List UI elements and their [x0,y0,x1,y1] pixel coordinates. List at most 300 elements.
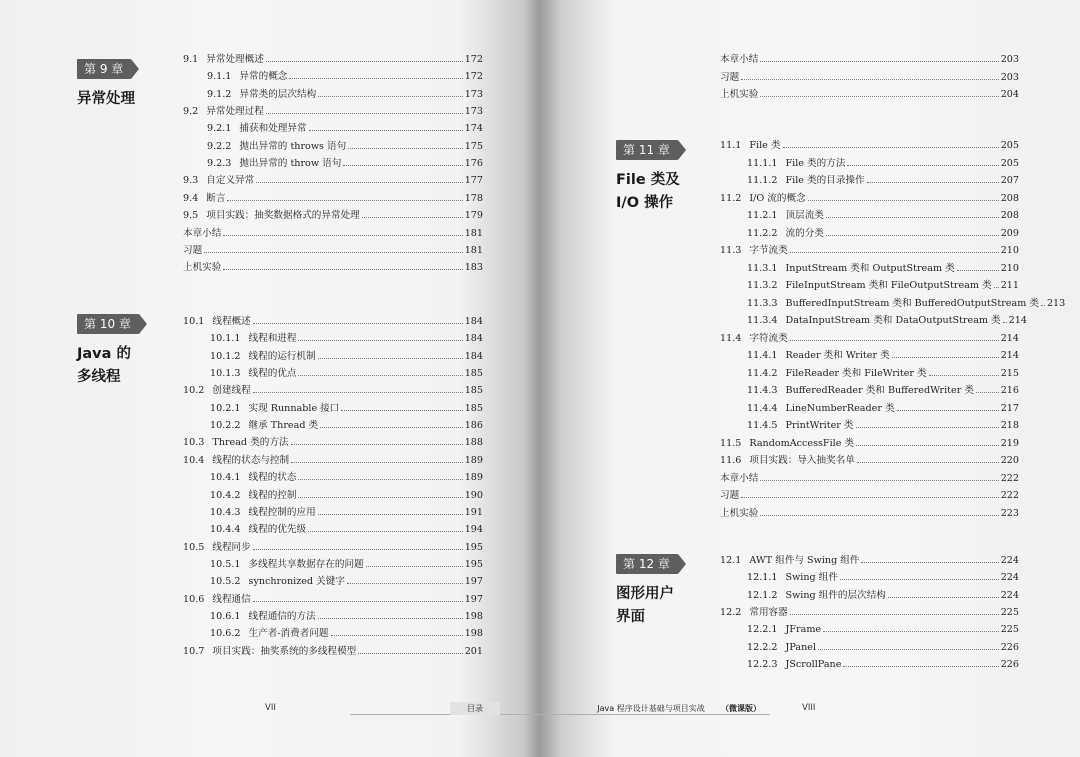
toc-entry [183,592,483,607]
dot-leader [331,626,463,636]
chapter-11-heading [616,139,680,215]
toc-entry [747,570,1019,585]
toc-entry-page: 203 [1000,71,1019,83]
toc-entry-title: Swing 组件 [785,572,838,584]
toc-entry [747,640,1019,655]
toc-entry-title: 线程的状态 [248,472,297,484]
toc-entry-page: 194 [464,524,483,536]
dot-leader [861,553,998,563]
toc-entry-page: 173 [464,106,483,118]
dot-leader [826,208,999,218]
dot-leader [366,557,463,567]
toc-entry-page: 195 [464,558,483,570]
footer-edition: （微课版） [721,704,761,713]
toc-entry [720,191,1019,206]
toc-entry-number: 10.6.2 [210,628,241,640]
toc-entry-number: 11.4.3 [747,385,778,396]
dot-leader [823,622,999,632]
toc-entry-number: 9.2.1 [207,123,232,135]
toc-entry-page: 220 [1000,455,1019,466]
toc-entry-page: 198 [464,628,483,640]
toc-entry-page: 207 [1000,175,1019,186]
toc-entry-title: AWT 组件与 Swing 组件 [749,555,860,566]
dot-leader [826,226,999,236]
dot-leader [976,383,999,393]
toc-entry-number: 9.1.1 [207,71,232,83]
toc-entry-title: 常用容器 [749,606,788,618]
toc-entry-title: Thread 类的方法 [212,437,289,449]
toc-entry [183,453,483,468]
footer-tab: 目录 [450,702,500,715]
toc-entry-page: 172 [464,54,483,65]
dot-leader [843,657,998,667]
dot-leader [266,104,463,114]
toc-entry-title: DataInputStream 类和 DataOutputStream 类 [785,315,1001,326]
toc-entry-title: 线程通信 [212,593,251,605]
dot-leader [256,173,462,183]
dot-leader [343,156,462,166]
toc-entry-page: 179 [464,210,483,222]
toc-entry-page: 175 [464,140,483,152]
chapter-badge: 第 9 章 [77,59,131,79]
toc-entry [720,436,1019,451]
chapter-10-heading [77,313,139,389]
toc-entry [210,574,483,589]
dot-leader [847,156,998,166]
toc-entry-page: 177 [464,175,483,187]
dot-leader [790,331,999,341]
toc-entry-page: 214 [1000,350,1019,361]
toc-entry-title: synchronized 关键字 [248,576,345,588]
toc-entry-number: 11.3 [720,245,742,256]
toc-entry-number: 9.1 [183,54,199,65]
dot-leader [867,173,999,183]
toc-entry-number: 10.4 [183,454,205,466]
toc-entry-title: 本章小结 [183,227,222,239]
toc-entry-page: 223 [1000,507,1019,519]
toc-entry [210,366,483,381]
toc-entry-page: 191 [464,506,483,518]
toc-entry [210,401,483,416]
toc-entry-number: 10.5.1 [210,558,241,570]
toc-entry-number: 9.2.3 [207,158,232,170]
toc-entry-number: 11.1 [720,140,742,151]
toc-entry-title: File 类 [749,140,781,151]
footer-rule [350,714,540,715]
dot-leader [994,278,999,288]
dot-leader [227,191,462,201]
toc-entry-page: 186 [464,420,483,432]
toc-entry-number: 11.3.2 [747,280,778,291]
dot-leader [741,70,999,80]
dot-leader [892,348,999,358]
dot-leader [760,471,998,481]
chapter-badge: 第 10 章 [77,314,139,334]
toc-entry-title: 习题 [720,490,740,501]
toc-entry-title: 项目实践：抽奖系统的多线程模型 [212,645,357,657]
footer-book-title: Java 程序设计基础与项目实战 [597,704,705,713]
toc-entry-title: 自定义异常 [206,175,255,187]
toc-entry [210,470,483,485]
toc-entry-number: 11.3.1 [747,262,778,274]
chapter-badge: 第 11 章 [616,140,678,160]
toc-entry-number: 10.1.2 [210,350,241,362]
toc-entry-page: 189 [464,454,483,466]
toc-entry-page: 226 [1000,658,1019,670]
toc-entry-page: 189 [464,472,483,484]
toc-entry-title: 异常的概念 [239,71,288,83]
dot-leader [362,208,463,218]
toc-entry-number: 12.2.2 [747,641,778,653]
toc-entry [210,505,483,520]
toc-entry-number: 10.4.2 [210,489,241,501]
toc-entry-title: 习题 [183,244,203,256]
toc-entry [720,488,1019,503]
toc-entry [747,401,1019,416]
toc-entry [720,243,1019,258]
toc-entry-title: BufferedInputStream 类和 BufferedOutputStream 类 [785,297,1039,309]
toc-entry-title: InputStream 类和 OutputStream 类 [785,262,955,274]
toc-entry [210,331,483,346]
toc-entry-number: 9.3 [183,175,199,187]
toc-entry-number: 11.4.4 [747,402,778,414]
toc-entry-page: 209 [1000,227,1019,239]
toc-entry-title: 本章小结 [720,54,759,65]
toc-entry-title: JPanel [785,641,817,653]
toc-entry-title: 断言 [206,192,226,204]
toc-entry [747,588,1019,603]
dot-leader [957,261,999,271]
toc-entry-number: 11.2.1 [747,210,778,221]
toc-entry-page: 197 [464,576,483,588]
toc-entry-title: 线程通信的方法 [248,610,316,622]
dot-leader [897,401,999,411]
dot-leader [347,574,463,584]
toc-entry-page: 211 [1000,280,1019,291]
dot-leader [1041,296,1045,306]
toc-entry-title: File 类的目录操作 [785,175,865,186]
toc-entry-page: 208 [1000,210,1019,221]
toc-entry [720,453,1019,468]
dot-leader [348,139,462,149]
toc-entry [210,488,483,503]
toc-entry [747,657,1019,672]
toc-entry [207,69,483,84]
dot-leader [318,609,463,619]
toc-entry-title: 流的分类 [785,227,824,239]
toc-entry-title: 线程控制的应用 [248,506,316,518]
toc-entry-title: 异常类的层次结构 [239,88,317,100]
toc-entry-number: 10.5 [183,541,205,553]
toc-entry-title: File 类的方法 [785,157,846,169]
toc-entry-page: 204 [1000,89,1019,101]
dot-leader [790,605,999,615]
toc-entry [747,261,1019,276]
chapter-badge: 第 12 章 [616,554,678,574]
dot-leader [760,52,998,62]
dot-leader [358,644,462,654]
toc-entry-title: LineNumberReader 类 [785,402,895,414]
toc-entry-number: 10.1.1 [210,333,241,345]
dot-leader [223,260,462,270]
toc-entry [207,87,483,102]
toc-entry [747,226,1019,241]
toc-entry-title: 异常处理过程 [206,106,264,118]
toc-entry [207,139,483,154]
toc-entry [720,605,1019,620]
toc-entry-number: 10.4.4 [210,524,241,536]
toc-entry-number: 10.6 [183,593,205,605]
chapter-title: 异常处理 [77,91,135,107]
dot-leader [298,470,462,480]
toc-entry [747,208,1019,223]
toc-entry-page: 174 [464,123,483,135]
toc-entry [720,138,1019,153]
dot-leader [888,588,999,598]
dot-leader [1003,313,1007,323]
dot-leader [291,453,463,463]
dot-leader [291,435,463,445]
toc-entry-number: 12.2 [720,606,742,618]
toc-entry-number: 11.4.1 [747,350,778,361]
toc-entry-page: 210 [1000,245,1019,256]
toc-entry-number: 9.4 [183,192,199,204]
dot-leader [840,570,999,580]
dot-leader [341,401,462,411]
toc-entry-title: 线程的状态与控制 [212,454,290,466]
toc-entry-title: 字节流类 [749,245,788,256]
page-number: VIII [802,703,816,713]
toc-entry-title: 上机实验 [183,262,222,274]
toc-entry-number: 12.1 [720,555,742,566]
toc-entry-page: 195 [464,541,483,553]
toc-entry-page: 185 [464,402,483,414]
toc-entry-title: 线程的控制 [248,489,297,501]
toc-entry [183,314,483,329]
toc-entry [207,156,483,171]
toc-entry-page: 216 [1000,385,1019,396]
toc-entry-number: 9.2 [183,106,199,118]
toc-entry-title: 线程和进程 [248,333,297,345]
dot-leader [929,366,999,376]
toc-entry [183,226,483,241]
toc-entry-page: 185 [464,368,483,380]
toc-entry-number: 11.4.2 [747,367,778,379]
dot-leader [856,418,999,428]
toc-entry-page: 219 [1000,437,1019,449]
toc-entry-title: 创建线程 [212,385,251,397]
toc-entry-number: 9.5 [183,210,199,222]
toc-entry-page: 217 [1000,402,1019,414]
toc-entry-number: 10.6.1 [210,610,241,622]
toc-entry-number: 10.5.2 [210,576,241,588]
toc-entry [207,121,483,136]
toc-entry [747,173,1019,188]
toc-entry-number: 11.5 [720,437,742,449]
toc-entry-title: 抛出异常的 throws 语句 [239,140,347,152]
toc-entry-page: 224 [1000,572,1019,584]
dot-leader [298,331,462,341]
toc-entry [183,540,483,555]
toc-entry [720,331,1019,346]
toc-entry-number: 10.1.3 [210,368,241,380]
toc-entry-title: 顶层流类 [785,210,824,221]
toc-entry-number: 11.4.5 [747,420,778,431]
toc-entry-page: 213 [1046,297,1066,309]
toc-entry-number: 10.2.1 [210,402,241,414]
toc-entry-title: 项目实践：抽奖数据格式的异常处理 [206,210,360,222]
toc-entry-number: 9.1.2 [207,88,232,100]
toc-entry-page: 178 [464,192,483,204]
toc-entry [747,622,1019,637]
toc-entry [720,471,1019,486]
toc-entry-page: 184 [464,350,483,362]
dot-leader [253,540,463,550]
dot-leader [253,383,463,393]
chapter-12-heading [616,553,678,629]
toc-entry-title: 上机实验 [720,507,759,519]
toc-entry-number: 9.2.2 [207,140,232,152]
dot-leader [309,121,463,131]
toc-entry [747,156,1019,171]
toc-entry-page: 197 [464,593,483,605]
page-number: VII [265,703,276,713]
toc-entry-page: 224 [1000,555,1019,566]
toc-entry-page: 203 [1000,54,1019,65]
toc-entry-title: BufferedReader 类和 BufferedWriter 类 [785,385,974,396]
dot-leader [266,52,463,62]
dot-leader [818,640,999,650]
dot-leader [253,314,463,324]
toc-entry-title: FileReader 类和 FileWriter 类 [785,367,927,379]
dot-leader [318,505,463,515]
toc-entry [210,522,483,537]
toc-entry [183,104,483,119]
dot-leader [318,87,463,97]
chapter-title: Java 的 多线程 [77,346,131,385]
toc-entry-number: 11.3.3 [747,297,778,309]
toc-entry-page: 184 [464,333,483,345]
toc-entry-title: 多线程共享数据存在的问题 [248,558,364,570]
toc-entry-page: 208 [1000,192,1019,204]
toc-entry-title: 线程的运行机制 [248,350,316,362]
dot-leader [783,138,999,148]
toc-entry-title: Swing 组件的层次结构 [785,589,886,601]
toc-entry-title: JFrame [785,624,822,636]
toc-entry-page: 181 [464,244,483,256]
dot-leader [320,418,463,428]
toc-entry-number: 11.2.2 [747,227,778,239]
toc-entry-title: 生产者-消费者问题 [248,628,329,640]
toc-entry-page: 181 [464,227,483,239]
chapter-title: 图形用户 界面 [616,586,674,625]
toc-entry-page: 226 [1000,641,1019,653]
toc-entry-number: 12.2.1 [747,624,778,636]
toc-entry [210,626,483,641]
toc-entry-title: 项目实践：导入抽奖名单 [749,455,855,466]
dot-leader [223,226,462,236]
toc-entry [720,87,1019,102]
toc-entry [720,70,1019,85]
toc-entry-number: 11.1.2 [747,175,778,186]
toc-entry-page: 205 [1000,157,1019,169]
dot-leader [741,488,999,498]
toc-entry [720,553,1019,568]
toc-entry-page: 224 [1000,589,1019,601]
toc-entry-title: 线程概述 [212,316,251,327]
toc-entry [747,296,1066,311]
toc-entry-title: 异常处理概述 [206,54,264,65]
toc-entry-number: 11.6 [720,455,742,466]
toc-entry-number: 10.4.3 [210,506,241,518]
dot-leader [760,87,998,97]
toc-entry-page: 214 [1000,332,1019,344]
toc-entry [183,243,483,258]
dot-leader [298,366,462,376]
toc-entry-page: 188 [464,437,483,449]
toc-entry-number: 11.3.4 [747,315,778,326]
toc-entry-number: 12.1.2 [747,589,778,601]
toc-entry-page: 190 [464,489,483,501]
toc-entry [183,52,483,67]
toc-entry-page: 215 [1000,367,1019,379]
toc-entry-title: 实现 Runnable 接口 [248,402,340,414]
toc-entry-page: 201 [464,645,483,657]
toc-entry-title: FileInputStream 类和 FileOutputStream 类 [785,280,992,291]
toc-entry-title: 习题 [720,71,740,83]
toc-entry-page: 218 [1000,420,1019,431]
dot-leader [808,191,999,201]
toc-entry [183,191,483,206]
dot-leader [760,506,998,516]
toc-entry-page: 198 [464,610,483,622]
toc-entry-number: 11.1.1 [747,157,778,169]
chapter-title: File 类及 I/O 操作 [616,172,680,211]
toc-entry [183,173,483,188]
dot-leader [308,522,463,532]
toc-entry-number: 10.7 [183,645,205,657]
toc-entry [747,278,1019,293]
toc-entry [747,313,1027,328]
toc-entry-title: RandomAccessFile 类 [749,437,855,449]
toc-entry-title: 线程同步 [212,541,251,553]
toc-entry-title: 继承 Thread 类 [248,420,319,432]
toc-entry-number: 11.4 [720,332,742,344]
toc-entry-title: 上机实验 [720,89,759,101]
toc-entry-page: 222 [1000,472,1019,484]
toc-entry [720,506,1019,521]
toc-entry-page: 205 [1000,140,1019,151]
toc-entry-page: 222 [1000,490,1019,501]
toc-entry [183,644,483,659]
toc-entry-number: 12.2.3 [747,658,778,670]
toc-entry-number: 10.4.1 [210,472,241,484]
toc-entry-number: 10.2 [183,385,205,397]
dot-leader [857,453,999,463]
toc-entry [747,418,1019,433]
chapter-9-heading [77,58,135,111]
dot-leader [253,592,463,602]
toc-entry [210,349,483,364]
toc-entry-title: I/O 流的概念 [749,192,806,204]
toc-entry-title: 抛出异常的 throw 语句 [239,158,342,170]
toc-entry [183,435,483,450]
toc-entry-title: PrintWriter 类 [785,420,854,431]
toc-entry-page: 183 [464,262,483,274]
toc-entry-page: 210 [1000,262,1019,274]
toc-entry [210,418,483,433]
toc-entry-title: Reader 类和 Writer 类 [785,350,890,361]
